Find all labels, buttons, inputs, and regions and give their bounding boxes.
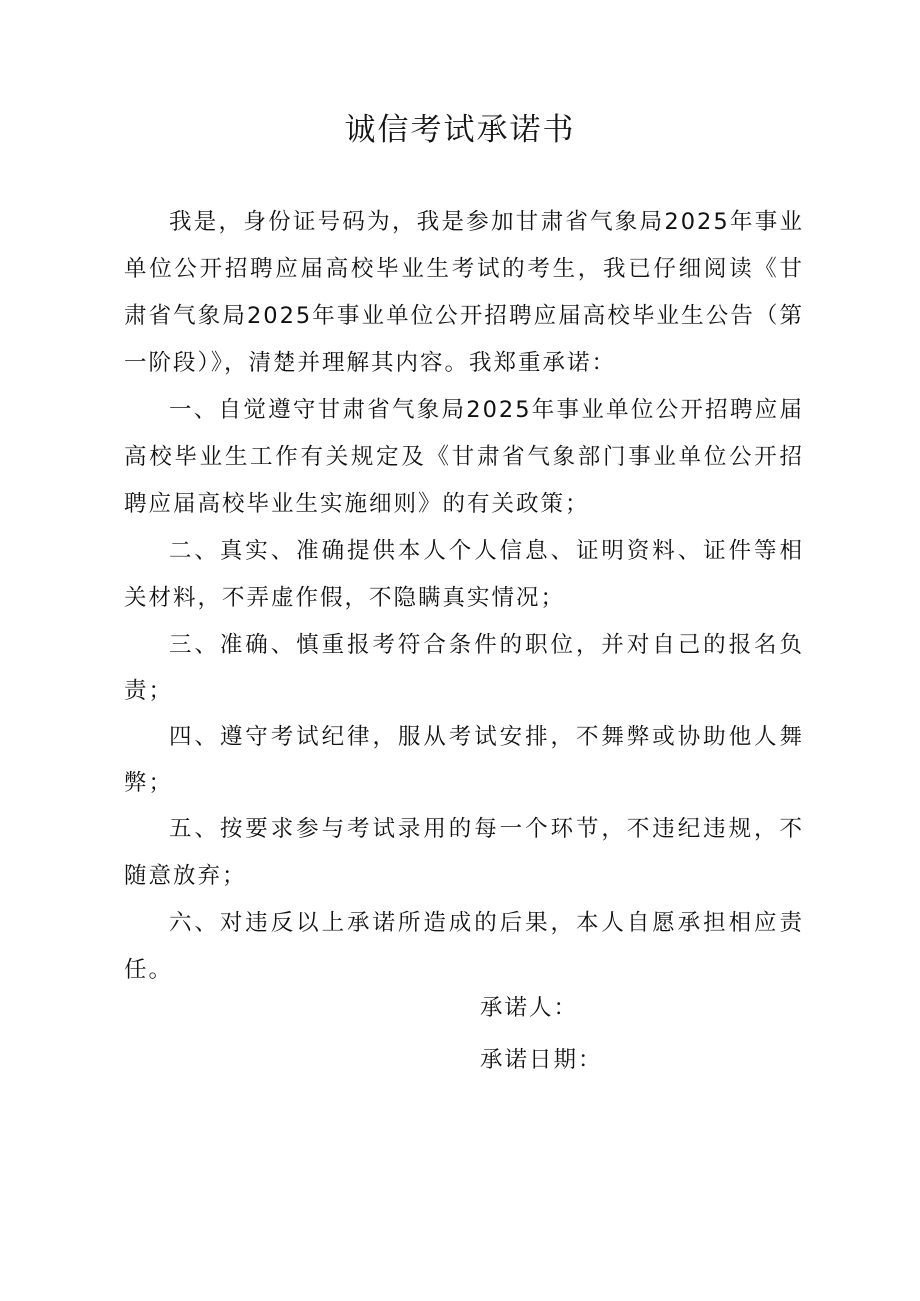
document-title: 诚信考试承诺书 (344, 112, 576, 148)
pledge-item-3: 三、准确、慎重报考符合条件的职位，并对自己的报名负责； (124, 632, 804, 704)
date-label: 承诺日期： (480, 1047, 603, 1073)
pledge-item-1: 一、自觉遵守甘肃省气象局2025年事业单位公开招聘应届高校毕业生工作有关规定及《甘肃省气象部门事业单位公开招聘应届高校毕业生实施细则》的有关政策； (124, 397, 804, 517)
pledge-item-2: 二、真实、准确提供本人个人信息、证明资料、证件等相关材料，不弄虚作假，不隐瞒真实情况； (124, 538, 804, 611)
pledge-item-6: 六、对违反以上承诺所造成的后果，本人自愿承担相应责任。 (124, 910, 804, 983)
signer-label: 承诺人： (480, 995, 579, 1021)
signature-block (480, 986, 800, 1090)
intro-paragraph: 我是，身份证号码为，我是参加甘肃省气象局2025年事业单位公开招聘应届高校毕业生考试的考生，我已仔细阅读《甘肃省气象局2025年事业单位公开招聘应届高校毕业生公告（第一阶段）》，清楚并理解其内容。我郑重承诺： (124, 209, 804, 376)
pledge-item-5: 五、按要求参与考试录用的每一个环节，不违纪违规，不随意放弃； (124, 816, 804, 889)
pledge-item-4: 四、遵守考试纪律，服从考试安排，不舞弊或协助他人舞弊； (124, 724, 804, 796)
document-body (124, 199, 804, 994)
